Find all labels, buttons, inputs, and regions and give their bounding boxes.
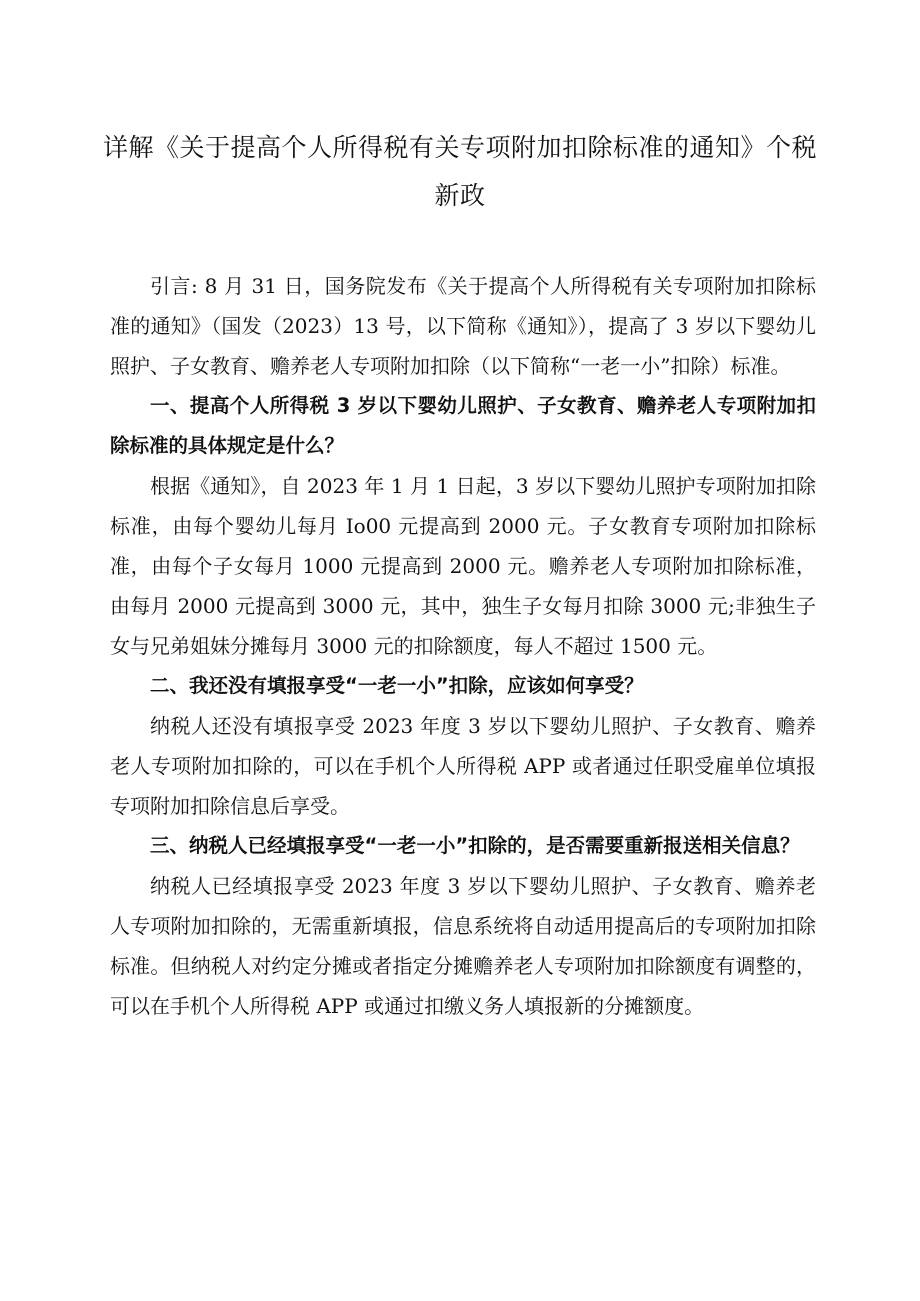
section-heading-3: 三、纳税人已经填报享受“一老一小”扣除的，是否需要重新报送相关信息？ <box>150 834 800 857</box>
intro-paragraph: 引言: 8 月 31 日，国务院发布《关于提高个人所得税有关专项附加扣除标准的通知》（国发（2023）13 号，以下简称《通知》），提高了 3 岁以下婴幼儿照护、子女教育、赡养老人专项附加扣除（以下简称“一老一小”扣除）标准。 <box>110 274 816 378</box>
document-title: 详解《关于提高个人所得税有关专项附加扣除标准的通知》个税新政 <box>102 133 817 210</box>
document-body <box>110 266 816 1026</box>
section-heading-2: 二、我还没有填报享受“一老一小”扣除，应该如何享受？ <box>150 674 644 697</box>
section-paragraph-2: 纳税人还没有填报享受 2023 年度 3 岁以下婴幼儿照护、子女教育、赡养老人专项附加扣除的，可以在手机个人所得税 APP 或者通过任职受雇单位填报专项附加扣除信息后享受。 <box>110 714 816 818</box>
section-heading-1: 一、提高个人所得税 3 岁以下婴幼儿照护、子女教育、赡养老人专项附加扣除标准的具体规定是什么？ <box>110 394 816 457</box>
section-paragraph-3: 纳税人已经填报享受 2023 年度 3 岁以下婴幼儿照护、子女教育、赡养老人专项附加扣除的，无需重新填报，信息系统将自动适用提高后的专项附加扣除标准。但纳税人对约定分摊或者指定分摊赡养老人专项附加扣除额度有调整的，可以在手机个人所得税 APP 或通过扣缴义务人填报新的分摊额度。 <box>110 874 816 1018</box>
section-paragraph-1: 根据《通知》，自 2023 年 1 月 1 日起，3 岁以下婴幼儿照护专项附加扣除标准，由每个婴幼儿每月 Io00 元提高到 2000 元。子女教育专项附加扣除标准，由每个子女每月 1000 元提高到 2000 元。赡养老人专项附加扣除标准，由每月 2000 元提高到 3000 元，其中，独生子女每月扣除 3000 元;非独生子女与兄弟姐妹分摊每月 3000 元的扣除额度，每人不超过 1500 元。 <box>110 474 816 658</box>
